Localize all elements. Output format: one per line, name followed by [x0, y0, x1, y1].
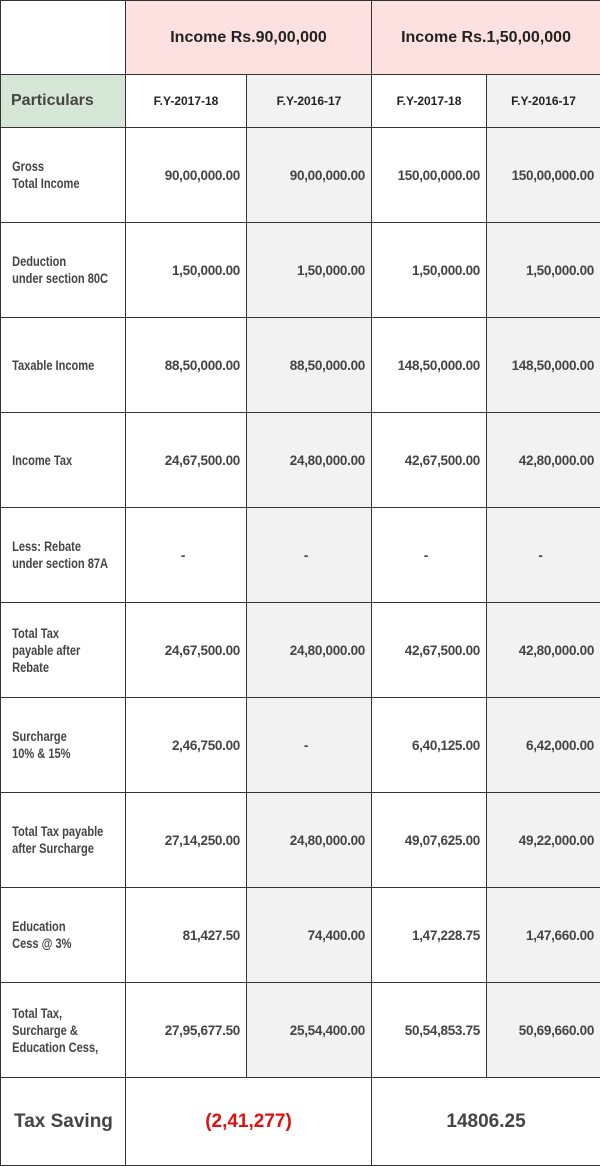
value-cell: 90,00,000.00 — [247, 128, 372, 223]
table-row — [1, 128, 600, 223]
table-row — [1, 888, 600, 983]
value-cell: 1,47,660.00 — [487, 888, 600, 983]
value-cell: 50,69,660.00 — [487, 983, 600, 1078]
value-cell: - — [372, 508, 487, 603]
row-label-line: Education Cess, — [12, 1039, 103, 1056]
value-cell: 6,42,000.00 — [487, 698, 600, 793]
value-cell: 1,50,000.00 — [247, 223, 372, 318]
fy-header-b2: F.Y-2016-17 — [487, 75, 600, 128]
value-cell: 27,14,250.00 — [126, 793, 247, 888]
row-label-line: Total Tax payable — [12, 823, 103, 840]
row-label-line: Surcharge & — [12, 1022, 103, 1039]
value-cell: 88,50,000.00 — [247, 318, 372, 413]
row-label-line: Taxable Income — [12, 357, 103, 374]
row-label-line: Deduction — [12, 253, 103, 270]
value-cell: 42,80,000.00 — [487, 603, 600, 698]
row-label-line: Income Tax — [12, 452, 103, 469]
value-cell: 88,50,000.00 — [126, 318, 247, 413]
value-cell: 1,50,000.00 — [126, 223, 247, 318]
row-label — [1, 508, 104, 603]
table-row — [1, 508, 600, 603]
value-cell: 24,67,500.00 — [126, 603, 247, 698]
row-label — [1, 793, 104, 888]
row-label — [1, 128, 104, 223]
row-label — [1, 698, 104, 793]
row-label-line: Cess @ 3% — [12, 935, 103, 952]
value-cell: 150,00,000.00 — [372, 128, 487, 223]
row-label — [1, 888, 104, 983]
tax-saving-income-b: 14806.25 — [372, 1078, 600, 1166]
row-label-line: under section 80C — [12, 270, 103, 287]
row-label — [1, 413, 104, 508]
tax-saving-label: Tax Saving — [1, 1078, 126, 1166]
tax-saving-row — [1, 1078, 600, 1166]
value-cell: 90,00,000.00 — [126, 128, 247, 223]
corner-cell — [1, 1, 126, 75]
value-cell: 24,80,000.00 — [247, 603, 372, 698]
row-label-line: Gross — [12, 158, 103, 175]
income-b-header: Income Rs.1,50,00,000 — [372, 1, 600, 75]
value-cell: 1,50,000.00 — [372, 223, 487, 318]
value-cell: 148,50,000.00 — [372, 318, 487, 413]
row-label-line: Total Tax — [12, 625, 103, 642]
income-a-header: Income Rs.90,00,000 — [126, 1, 372, 75]
fy-header-row — [1, 75, 600, 128]
fy-header-b1: F.Y-2017-18 — [372, 75, 487, 128]
row-label — [1, 318, 104, 413]
table-row — [1, 603, 600, 698]
row-label-line: Total Income — [12, 175, 103, 192]
value-cell: 6,40,125.00 — [372, 698, 487, 793]
fy-header-a2: F.Y-2016-17 — [247, 75, 372, 128]
table-row — [1, 698, 600, 793]
particulars-header: Particulars — [1, 75, 126, 128]
table-row — [1, 318, 600, 413]
row-label-line: after Surcharge — [12, 840, 103, 857]
row-label-line: payable after — [12, 642, 103, 659]
row-label-line: Rebate — [12, 659, 103, 676]
row-label-line: Less: Rebate — [12, 538, 103, 555]
row-label-line: 10% & 15% — [12, 745, 103, 762]
value-cell: 42,80,000.00 — [487, 413, 600, 508]
value-cell: 24,80,000.00 — [247, 793, 372, 888]
value-cell: 25,54,400.00 — [247, 983, 372, 1078]
value-cell: 81,427.50 — [126, 888, 247, 983]
value-cell: 24,80,000.00 — [247, 413, 372, 508]
value-cell: - — [247, 698, 372, 793]
value-cell: - — [126, 508, 247, 603]
value-cell: 27,95,677.50 — [126, 983, 247, 1078]
value-cell: 148,50,000.00 — [487, 318, 600, 413]
value-cell: 49,07,625.00 — [372, 793, 487, 888]
value-cell: 1,47,228.75 — [372, 888, 487, 983]
value-cell: 49,22,000.00 — [487, 793, 600, 888]
row-label-line: Total Tax, — [12, 1005, 103, 1022]
value-cell: 24,67,500.00 — [126, 413, 247, 508]
value-cell: - — [247, 508, 372, 603]
row-label-line: Education — [12, 918, 103, 935]
table-row — [1, 983, 600, 1078]
table-row — [1, 223, 600, 318]
value-cell: - — [487, 508, 600, 603]
value-cell: 1,50,000.00 — [487, 223, 600, 318]
value-cell: 150,00,000.00 — [487, 128, 600, 223]
value-cell: 2,46,750.00 — [126, 698, 247, 793]
table-row — [1, 793, 600, 888]
value-cell: 42,67,500.00 — [372, 603, 487, 698]
value-cell: 42,67,500.00 — [372, 413, 487, 508]
row-label — [1, 983, 104, 1078]
row-label-line: Surcharge — [12, 728, 103, 745]
value-cell: 50,54,853.75 — [372, 983, 487, 1078]
table-row — [1, 413, 600, 508]
income-header-row — [1, 1, 600, 75]
tax-saving-income-a: (2,41,277) — [126, 1078, 372, 1166]
row-label — [1, 223, 104, 318]
row-label-line: under section 87A — [12, 555, 103, 572]
value-cell: 74,400.00 — [247, 888, 372, 983]
row-label — [1, 603, 104, 698]
fy-header-a1: F.Y-2017-18 — [126, 75, 247, 128]
